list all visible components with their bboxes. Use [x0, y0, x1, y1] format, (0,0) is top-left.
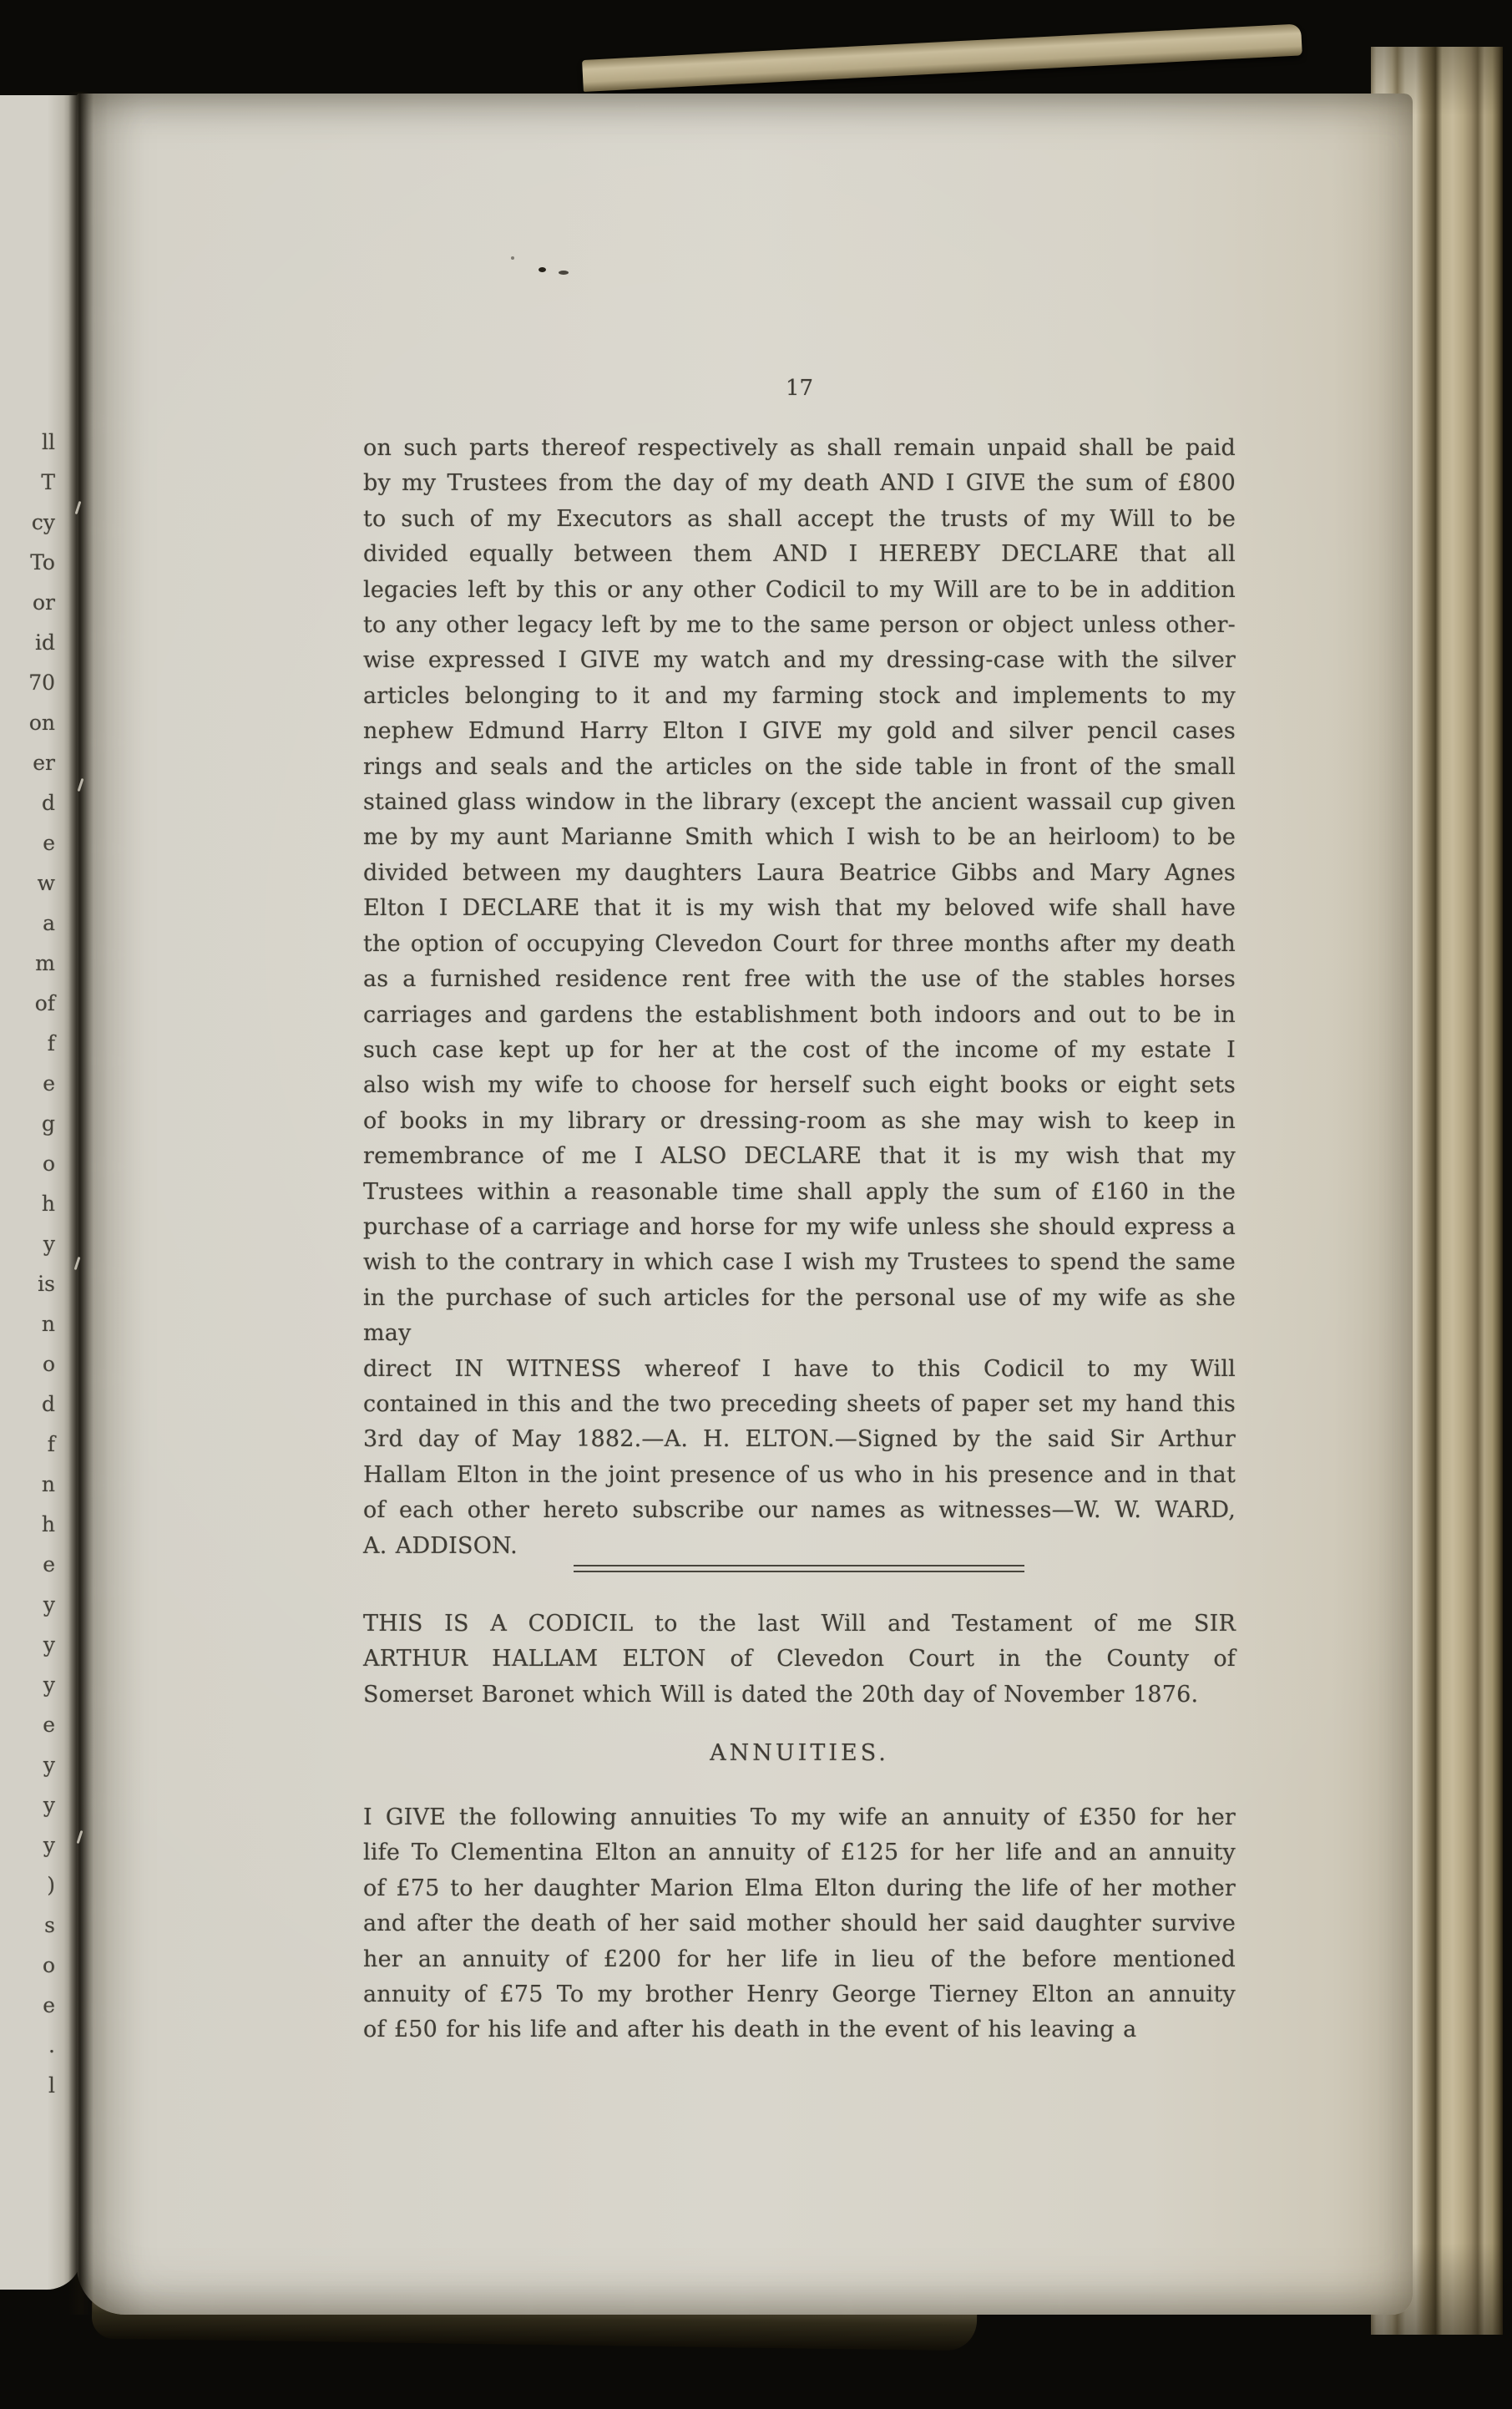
book-gutter — [68, 92, 94, 2315]
text-line: to such of my Executors as shall accept the trusts of my Will to be — [363, 505, 1236, 532]
edge-text-fragment: y — [43, 1793, 55, 1817]
text-line: I GIVE the following annuities To my wife an annuity of £350 for her — [363, 1804, 1236, 1830]
edge-text-fragment: w — [37, 871, 55, 895]
edge-text-fragment: e — [43, 1552, 55, 1576]
edge-text-fragment: f — [47, 1031, 55, 1055]
edge-text-fragment: e — [43, 1071, 55, 1096]
text-line: THIS IS A CODICIL to the last Will and Testament of me SIR — [363, 1611, 1236, 1637]
text-line: as a furnished residence rent free with the use of the stables horses — [363, 966, 1236, 993]
edge-text-fragment: d — [41, 791, 55, 815]
text-line: the option of occupying Clevedon Court for three months after my death — [363, 930, 1236, 957]
text-line: her an annuity of £200 for her life in lieu of the before mentioned — [363, 1946, 1236, 1972]
edge-text-fragment: y — [43, 1232, 55, 1256]
text-line: by my Trustees from the day of my death AND I GIVE the sum of £800 — [363, 470, 1236, 497]
edge-text-fragment: ) — [47, 1873, 55, 1897]
text-line: life To Clementina Elton an annuity of £125 for her life and an annuity — [363, 1840, 1236, 1866]
edge-text-fragment: of — [34, 991, 55, 1015]
edge-text-fragment: f — [47, 1432, 55, 1456]
edge-text-fragment: y — [43, 1753, 55, 1777]
codicil-paragraph — [363, 1607, 1236, 1713]
edge-text-fragment: cy — [31, 510, 55, 534]
edge-text-fragment: y — [43, 1592, 55, 1617]
ink-speck — [539, 267, 546, 272]
text-line: Hallam Elton in the joint presence of us who in his presence and in that — [363, 1461, 1236, 1488]
edge-text-fragment: on — [28, 711, 55, 735]
ink-speck — [559, 271, 569, 275]
text-line: 3rd day of May 1882.—A. H. ELTON.—Signed by the said Sir Arthur — [363, 1426, 1236, 1453]
text-line: of each other hereto subscribe our names as witnesses—W. W. WARD, — [363, 1497, 1236, 1524]
edge-text-fragment: er — [33, 751, 55, 775]
text-line: on such parts thereof respectively as shall remain unpaid shall be paid — [363, 435, 1236, 461]
edge-text-fragment: l — [48, 2073, 55, 2098]
text-line: stained glass window in the library (except the ancient wassail cup given — [363, 789, 1236, 816]
edge-text-fragment: 70 — [28, 671, 55, 695]
edge-text-fragment: s — [44, 1913, 55, 1937]
edge-text-fragment: o — [42, 1352, 55, 1376]
text-line: annuity of £75 To my brother Henry George Tierney Elton an annuity — [363, 1981, 1236, 2008]
edge-text-fragment: d — [41, 1392, 55, 1416]
edge-text-fragment: h — [41, 1192, 55, 1216]
annuities-paragraph — [363, 1800, 1236, 2048]
edge-text-fragment: y — [43, 1673, 55, 1697]
text-line: to any other legacy left by me to the same person or object unless other- — [363, 612, 1236, 639]
edge-text-fragment: e — [43, 831, 55, 855]
text-line: wish to the contrary in which case I wish my Trustees to spend the same — [363, 1249, 1236, 1276]
edge-text-fragment: e — [43, 1993, 55, 2017]
text-line: also wish my wife to choose for herself such eight books or eight sets — [363, 1072, 1236, 1099]
ink-speck — [511, 256, 514, 260]
edge-text-fragment: o — [42, 1151, 55, 1176]
edge-text-fragment: m — [35, 951, 55, 975]
will-paragraph — [363, 431, 1236, 1564]
edge-text-fragment: n — [41, 1312, 55, 1336]
edge-text-fragment: To — [30, 550, 55, 574]
annuities-heading: ANNUITIES. — [710, 1740, 889, 1766]
page-corner-curl — [582, 23, 1302, 92]
text-line: in the purchase of such articles for the personal use of my wife as she may — [363, 1284, 1236, 1347]
edge-text-fragment: o — [42, 1953, 55, 1977]
text-line: of £50 for his life and after his death in the event of his leaving a — [363, 2017, 1137, 2043]
edge-text-fragment: n — [41, 1472, 55, 1496]
text-line: rings and seals and the articles on the side table in front of the small — [363, 753, 1236, 780]
edge-text-fragment: or — [32, 590, 55, 615]
text-line: contained in this and the two preceding sheets of paper set my hand this — [363, 1390, 1236, 1417]
edge-text-fragment: T — [41, 470, 55, 494]
text-line: divided between my daughters Laura Beatrice Gibbs and Mary Agnes — [363, 859, 1236, 886]
edge-text-fragment: h — [41, 1512, 55, 1536]
text-line: Somerset Baronet which Will is dated the 20th day of November 1876. — [363, 1681, 1199, 1708]
facing-page-edge-text — [0, 0, 58, 2409]
scanned-page — [77, 94, 1413, 2315]
text-line: of £75 to her daughter Marion Elma Elton during the life of her mother — [363, 1875, 1236, 1901]
edge-text-fragment: g — [41, 1111, 55, 1136]
edge-text-fragment: e — [43, 1713, 55, 1737]
text-line: articles belonging to it and my farming stock and implements to my — [363, 682, 1236, 709]
text-line: direct IN WITNESS whereof I have to this Codicil to my Will — [363, 1355, 1236, 1382]
text-line: remembrance of me I ALSO DECLARE that it is my wish that my — [363, 1143, 1236, 1170]
edge-text-fragment: y — [43, 1833, 55, 1857]
text-line: carriages and gardens the establishment both indoors and out to be in — [363, 1001, 1236, 1028]
edge-text-fragment: a — [43, 911, 55, 935]
edge-text-fragment: ll — [42, 430, 55, 454]
text-line: me by my aunt Marianne Smith which I wish to be an heirloom) to be — [363, 824, 1236, 851]
edge-text-fragment: . — [48, 2033, 55, 2057]
page-number: 17 — [785, 376, 814, 401]
text-line: purchase of a carriage and horse for my wife unless she should express a — [363, 1213, 1236, 1240]
text-line: and after the death of her said mother should her said daughter survive — [363, 1910, 1236, 1937]
text-line: nephew Edmund Harry Elton I GIVE my gold and silver pencil cases — [363, 718, 1236, 745]
edge-text-fragment: is — [38, 1272, 55, 1296]
section-divider — [574, 1565, 1024, 1572]
text-line: Elton I DECLARE that it is my wish that my beloved wife shall have — [363, 895, 1236, 922]
text-line: wise expressed I GIVE my watch and my dressing-case with the silver — [363, 647, 1236, 674]
text-line: ARTHUR HALLAM ELTON of Clevedon Court in the County of — [363, 1646, 1236, 1673]
text-line: divided equally between them AND I HEREBY DECLARE that all — [363, 541, 1236, 568]
edge-text-fragment: y — [43, 1632, 55, 1657]
text-line: Trustees within a reasonable time shall apply the sum of £160 in the — [363, 1178, 1236, 1205]
text-line: A. ADDISON. — [363, 1532, 518, 1559]
edge-text-fragment: id — [35, 630, 55, 655]
text-line: legacies left by this or any other Codicil to my Will are to be in addition — [363, 576, 1236, 603]
text-line: such case kept up for her at the cost of the income of my estate I — [363, 1036, 1236, 1063]
text-line: of books in my library or dressing-room as she may wish to keep in — [363, 1107, 1236, 1134]
